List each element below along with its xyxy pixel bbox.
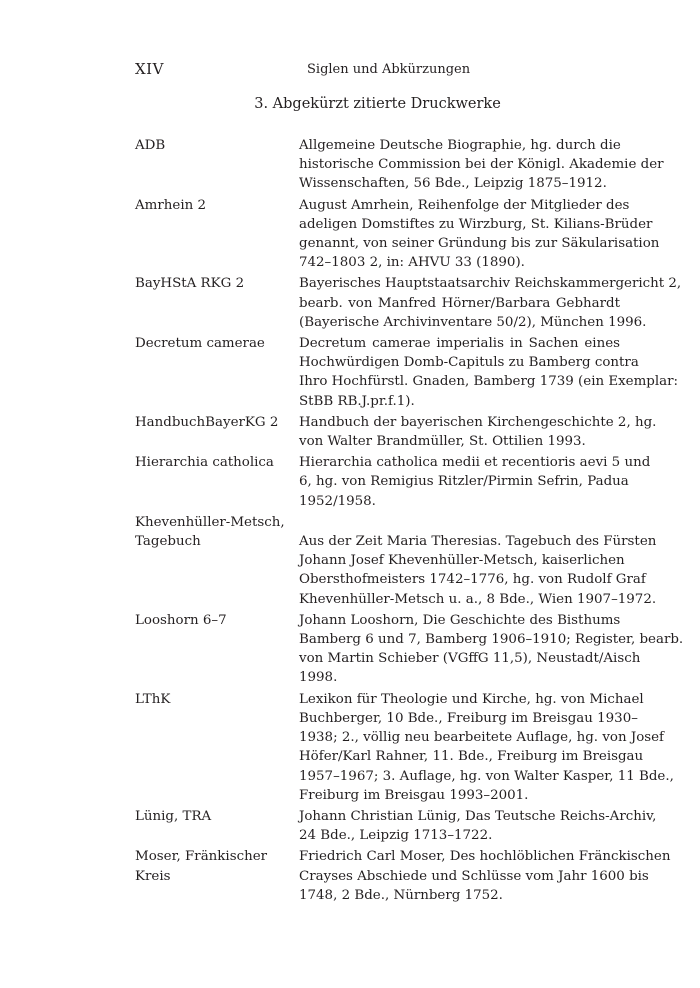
siglum-line: Hierarchia catholica	[135, 455, 274, 471]
expansion-line: Crayses Abschiede und Schlüsse vom Jahr 1600 bis	[299, 868, 649, 884]
siglum	[135, 513, 299, 609]
expansion-line: Ihro Hochfürstl. Gnaden, Bamberg 1739 (ein Exemplar:	[299, 374, 679, 390]
expansion-line: 1952/1958.	[299, 493, 376, 509]
siglum-line: Moser, Fränkischer Kreis	[135, 849, 268, 884]
list-item	[135, 274, 682, 332]
siglum	[135, 136, 299, 194]
abbreviation-list	[135, 136, 684, 907]
expansion-line: von Martin Schieber (VGffG 11,5), Neustadt/Aisch	[299, 651, 641, 667]
expansion-text	[299, 513, 657, 609]
expansion-text	[299, 690, 674, 805]
running-title: Siglen und Abkürzungen	[307, 62, 471, 77]
siglum	[135, 611, 299, 688]
siglum	[135, 274, 299, 332]
expansion-line: August Amrhein, Reihenfolge der Mitglieder des	[299, 197, 630, 213]
siglum	[135, 196, 299, 273]
running-head	[135, 60, 620, 82]
expansion-line: 742–1803 2, in: AHVU 33 (1890).	[299, 255, 525, 271]
expansion-text	[299, 847, 671, 905]
list-item	[135, 690, 674, 805]
siglum-line: ADB	[135, 138, 166, 153]
list-item	[135, 611, 684, 688]
expansion-text	[299, 807, 657, 845]
expansion-line: 1938; 2., völlig neu bearbeitete Auflage, hg. von Josef	[299, 730, 665, 746]
expansion-line	[299, 513, 620, 532]
siglum	[135, 690, 299, 805]
list-item	[135, 513, 657, 609]
expansion-line: StBB RB.J.pr.f.1).	[299, 393, 415, 409]
expansion-text	[299, 453, 651, 511]
expansion-line: von Walter Brandmüller, St. Ottilien 1993.	[299, 434, 586, 450]
expansion-text	[299, 611, 684, 688]
expansion-text	[299, 136, 664, 194]
expansion-line: Obersthofmeisters 1742–1776, hg. von Rudolf Graf	[299, 572, 646, 588]
list-item	[135, 807, 657, 845]
expansion-text	[299, 334, 679, 411]
expansion-text	[299, 274, 682, 332]
expansion-line: (Bayerische Archivinventare 50/2), München 1996.	[299, 314, 647, 330]
expansion-line: Johann Josef Khevenhüller-Metsch, kaiserlichen	[299, 553, 625, 569]
siglum-line: Decretum camerae	[135, 336, 265, 352]
expansion-line: 1748, 2 Bde., Nürnberg 1752.	[299, 887, 503, 903]
expansion-line: Lexikon für Theologie und Kirche, hg. von Michael	[299, 691, 644, 707]
expansion-line: Hochwürdigen Domb-Capituls zu Bamberg contra	[299, 355, 639, 371]
siglum-line: HandbuchBayerKG 2	[135, 414, 279, 430]
expansion-line: 24 Bde., Leipzig 1713–1722.	[299, 828, 493, 844]
expansion-line: Friedrich Carl Moser, Des hochlöblichen Fränckischen	[299, 849, 671, 865]
siglum-line: Lünig, TRA	[135, 808, 212, 824]
siglum-line: Khevenhüller-Metsch,	[135, 514, 285, 530]
expansion-line: Wissenschaften, 56 Bde., Leipzig 1875–1912.	[299, 176, 607, 192]
expansion-line: Buchberger, 10 Bde., Freiburg im Breisgau 1930–	[299, 710, 638, 726]
list-item	[135, 413, 657, 451]
expansion-line: bearb. von Manfred Hörner/Barbara Gebhardt	[299, 295, 620, 311]
expansion-line: 1998.	[299, 670, 338, 686]
expansion-text	[299, 413, 657, 451]
siglum	[135, 847, 299, 905]
page-number: XIV	[135, 60, 164, 78]
section-heading: 3. Abgekürzt zitierte Druckwerke	[254, 96, 501, 112]
list-item	[135, 453, 651, 511]
expansion-line: Khevenhüller-Metsch u. a., 8 Bde., Wien 1907–1972.	[299, 591, 657, 607]
siglum-line: LThK	[135, 691, 171, 707]
expansion-text	[299, 196, 660, 273]
siglum-line: Amrhein 2	[135, 197, 207, 213]
siglum	[135, 453, 299, 511]
siglum	[135, 807, 299, 845]
expansion-line: Höfer/Karl Rahner, 11. Bde., Freiburg im Breisgau	[299, 749, 644, 765]
expansion-line: genannt, von seiner Gründung bis zur Säkularisation	[299, 236, 660, 252]
siglum-line: Tagebuch	[135, 534, 201, 550]
siglum	[135, 413, 299, 451]
expansion-line: Freiburg im Breisgau 1993–2001.	[299, 787, 529, 803]
expansion-line: Allgemeine Deutsche Biographie, hg. durch die	[299, 138, 621, 153]
expansion-line: Hierarchia catholica medii et recentioris aevi 5 und	[299, 455, 651, 471]
list-item	[135, 847, 671, 905]
siglum	[135, 334, 299, 411]
siglum-line: BayHStA RKG 2	[135, 276, 245, 292]
expansion-line: Aus der Zeit Maria Theresias. Tagebuch des Fürsten	[299, 534, 657, 550]
list-item	[135, 334, 679, 411]
expansion-line: Bamberg 6 und 7, Bamberg 1906–1910; Register, bearb.	[299, 632, 684, 648]
list-item	[135, 136, 664, 194]
expansion-line: 1957–1967; 3. Auflage, hg. von Walter Kasper, 11 Bde.,	[299, 768, 674, 784]
expansion-line: Handbuch der bayerischen Kirchengeschichte 2, hg.	[299, 414, 657, 430]
expansion-line: 6, hg. von Remigius Ritzler/Pirmin Sefrin, Padua	[299, 474, 629, 490]
expansion-line: historische Commission bei der Königl. Akademie der	[299, 157, 664, 173]
siglum-line: Looshorn 6–7	[135, 612, 227, 628]
expansion-line: Johann Christian Lünig, Das Teutsche Reichs-Archiv,	[299, 808, 657, 824]
expansion-line: Bayerisches Hauptstaatsarchiv Reichskammergericht 2,	[299, 276, 682, 292]
expansion-line: Johann Looshorn, Die Geschichte des Bisthums	[299, 612, 621, 628]
list-item	[135, 196, 660, 273]
expansion-line: Decretum camerae imperialis in Sachen eines	[299, 336, 620, 352]
expansion-line: adeligen Domstiftes zu Wirzburg, St. Kilians-Brüder	[299, 216, 653, 232]
